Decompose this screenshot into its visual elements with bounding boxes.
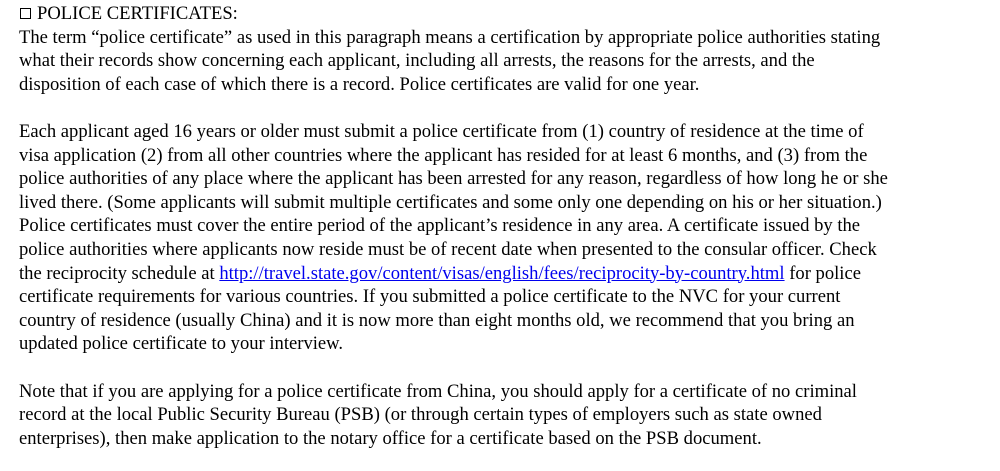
paragraph-definition: [19, 26, 981, 97]
document-page: [19, 2, 981, 450]
reciprocity-schedule-link[interactable]: http://travel.state.gov/content/visas/english/fees/reciprocity-by-country.html: [219, 262, 785, 284]
text-line: enterprises), then make application to the notary office for a certificate based on the PSB document.: [19, 427, 762, 449]
text-line-with-link: [19, 262, 981, 286]
link-prefix-text: the reciprocity schedule at: [19, 262, 220, 284]
text-line: police authorities where applicants now reside must be of recent date when presented to the consular officer. Check: [19, 238, 877, 260]
text-line: record at the local Public Security Bureau (PSB) (or through certain types of employers such as state owned: [19, 404, 822, 426]
text-line: Each applicant aged 16 years or older must submit a police certificate from (1) country of residence at the time of: [19, 120, 864, 142]
text-line: Police certificates must cover the entire period of the applicant’s residence in any area. A certificate issued by the: [19, 215, 861, 237]
text-line: what their records show concerning each applicant, including all arrests, the reasons for the arrests, and the: [19, 50, 815, 72]
text-line: visa application (2) from all other countries where the applicant has resided for at least 6 months, and (3) from the: [19, 144, 868, 166]
text-line: disposition of each case of which there is a record. Police certificates are valid for one year.: [19, 73, 700, 95]
text-line: Note that if you are applying for a police certificate from China, you should apply for a certificate of no criminal: [19, 380, 857, 402]
text-line: updated police certificate to your interview.: [19, 333, 344, 355]
paragraph-requirements: [19, 120, 981, 356]
text-line: police authorities of any place where the applicant has been arrested for any reason, regardless of how long he or she: [19, 168, 888, 190]
section-title: POLICE CERTIFICATES:: [37, 3, 238, 24]
checkbox-empty-icon[interactable]: [20, 8, 31, 19]
text-line: The term “police certificate” as used in this paragraph means a certification by appropriate police authorities stating: [19, 26, 881, 48]
paragraph-china-note: [19, 380, 981, 451]
link-suffix-text: for police: [784, 262, 861, 284]
text-line: certificate requirements for various countries. If you submitted a police certificate to the NVC for your current: [19, 286, 841, 308]
text-line: country of residence (usually China) and it is now more than eight months old, we recommend that you bring an: [19, 309, 855, 331]
text-line: lived there. (Some applicants will submit multiple certificates and some only one depending on his or her situation.): [19, 191, 882, 213]
section-heading: [19, 2, 981, 26]
